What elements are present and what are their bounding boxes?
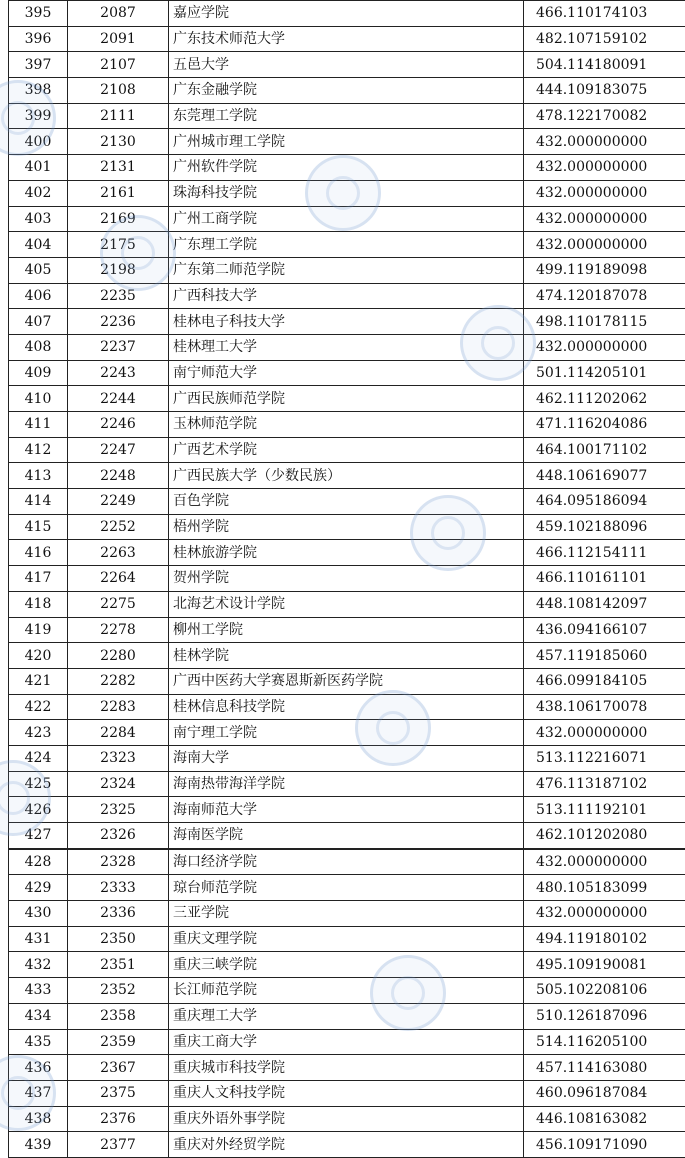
row-number-cell: 411 [9, 412, 68, 438]
school-code-cell: 2358 [68, 1003, 169, 1029]
table-row [9, 668, 685, 694]
row-number-cell: 426 [9, 797, 68, 823]
score-cell: 432.000000000 [524, 901, 685, 927]
school-name-cell: 海南热带海洋学院 [169, 771, 524, 797]
row-number-cell: 418 [9, 591, 68, 617]
row-number-cell: 397 [9, 52, 68, 78]
school-name-cell: 广东第二师范学院 [169, 257, 524, 283]
score-cell: 432.000000000 [524, 129, 685, 155]
school-code-cell: 2237 [68, 334, 169, 360]
school-name-cell: 海南医学院 [169, 823, 524, 849]
table-row [9, 412, 685, 438]
row-number-cell: 402 [9, 180, 68, 206]
score-cell: 444.109183075 [524, 78, 685, 104]
score-cell: 510.126187096 [524, 1003, 685, 1029]
row-number-cell: 413 [9, 463, 68, 489]
school-code-cell: 2336 [68, 901, 169, 927]
score-cell: 513.112216071 [524, 745, 685, 771]
school-name-cell: 琼台师范学院 [169, 875, 524, 901]
score-cell: 504.114180091 [524, 52, 685, 78]
score-cell: 432.000000000 [524, 232, 685, 258]
score-cell: 474.120187078 [524, 283, 685, 309]
school-code-cell: 2359 [68, 1029, 169, 1055]
school-code-cell: 2351 [68, 952, 169, 978]
row-number-cell: 401 [9, 155, 68, 181]
table-row [9, 155, 685, 181]
score-cell: 432.000000000 [524, 155, 685, 181]
school-name-cell: 重庆外语外事学院 [169, 1106, 524, 1132]
row-number-cell: 434 [9, 1003, 68, 1029]
score-cell: 448.108142097 [524, 591, 685, 617]
school-code-cell: 2130 [68, 129, 169, 155]
score-cell: 466.110174103 [524, 1, 685, 27]
row-number-cell: 414 [9, 489, 68, 515]
row-number-cell: 438 [9, 1106, 68, 1132]
table-row [9, 463, 685, 489]
school-code-cell: 2284 [68, 720, 169, 746]
school-code-cell: 2263 [68, 540, 169, 566]
table-row [9, 1029, 685, 1055]
school-code-cell: 2350 [68, 926, 169, 952]
table-row [9, 1, 685, 27]
school-name-cell: 南宁师范大学 [169, 360, 524, 386]
school-name-cell: 广州城市理工学院 [169, 129, 524, 155]
row-number-cell: 409 [9, 360, 68, 386]
school-name-cell: 长江师范学院 [169, 978, 524, 1004]
school-name-cell: 五邑大学 [169, 52, 524, 78]
school-code-cell: 2377 [68, 1132, 169, 1158]
table-row [9, 771, 685, 797]
school-name-cell: 重庆理工大学 [169, 1003, 524, 1029]
school-code-cell: 2375 [68, 1080, 169, 1106]
school-name-cell: 广州工商学院 [169, 206, 524, 232]
score-cell: 457.119185060 [524, 643, 685, 669]
table-row [9, 540, 685, 566]
table-row [9, 52, 685, 78]
score-cell: 514.116205100 [524, 1029, 685, 1055]
school-name-cell: 三亚学院 [169, 901, 524, 927]
score-cell: 476.113187102 [524, 771, 685, 797]
table-row [9, 180, 685, 206]
score-cell: 432.000000000 [524, 849, 685, 875]
table-row [9, 875, 685, 901]
row-number-cell: 405 [9, 257, 68, 283]
score-cell: 466.110161101 [524, 566, 685, 592]
school-code-cell: 2247 [68, 437, 169, 463]
score-cell: 432.000000000 [524, 720, 685, 746]
table-row [9, 926, 685, 952]
row-number-cell: 435 [9, 1029, 68, 1055]
row-number-cell: 399 [9, 103, 68, 129]
table-row [9, 797, 685, 823]
school-name-cell: 南宁理工学院 [169, 720, 524, 746]
school-code-cell: 2091 [68, 26, 169, 52]
table-row [9, 437, 685, 463]
school-name-cell: 桂林信息科技学院 [169, 694, 524, 720]
table-row [9, 566, 685, 592]
school-code-cell: 2280 [68, 643, 169, 669]
table-row [9, 129, 685, 155]
school-code-cell: 2087 [68, 1, 169, 27]
school-code-cell: 2333 [68, 875, 169, 901]
school-name-cell: 广东理工学院 [169, 232, 524, 258]
score-cell: 480.105183099 [524, 875, 685, 901]
table-row [9, 360, 685, 386]
score-cell: 432.000000000 [524, 206, 685, 232]
table-row [9, 514, 685, 540]
row-number-cell: 429 [9, 875, 68, 901]
school-name-cell: 桂林电子科技大学 [169, 309, 524, 335]
row-number-cell: 403 [9, 206, 68, 232]
score-cell: 459.102188096 [524, 514, 685, 540]
score-cell: 464.100171102 [524, 437, 685, 463]
score-cell: 432.000000000 [524, 180, 685, 206]
table-row [9, 1080, 685, 1106]
score-cell: 464.095186094 [524, 489, 685, 515]
school-code-cell: 2367 [68, 1055, 169, 1081]
table-row [9, 978, 685, 1004]
table-row [9, 643, 685, 669]
row-number-cell: 420 [9, 643, 68, 669]
school-name-cell: 玉林师范学院 [169, 412, 524, 438]
school-code-cell: 2283 [68, 694, 169, 720]
school-code-cell: 2169 [68, 206, 169, 232]
school-code-cell: 2108 [68, 78, 169, 104]
row-number-cell: 416 [9, 540, 68, 566]
score-cell: 482.107159102 [524, 26, 685, 52]
score-cell: 501.114205101 [524, 360, 685, 386]
school-name-cell: 梧州学院 [169, 514, 524, 540]
school-code-cell: 2325 [68, 797, 169, 823]
school-name-cell: 重庆文理学院 [169, 926, 524, 952]
school-code-cell: 2324 [68, 771, 169, 797]
school-code-cell: 2236 [68, 309, 169, 335]
school-name-cell: 桂林学院 [169, 643, 524, 669]
school-name-cell: 广东金融学院 [169, 78, 524, 104]
row-number-cell: 431 [9, 926, 68, 952]
score-cell: 446.108163082 [524, 1106, 685, 1132]
row-number-cell: 404 [9, 232, 68, 258]
school-code-cell: 2264 [68, 566, 169, 592]
school-name-cell: 重庆工商大学 [169, 1029, 524, 1055]
table-row [9, 591, 685, 617]
row-number-cell: 439 [9, 1132, 68, 1158]
row-number-cell: 437 [9, 1080, 68, 1106]
school-name-cell: 广西科技大学 [169, 283, 524, 309]
score-cell: 462.111202062 [524, 386, 685, 412]
score-cell: 456.109171090 [524, 1132, 685, 1158]
table-row [9, 283, 685, 309]
score-cell: 438.106170078 [524, 694, 685, 720]
score-cell: 505.102208106 [524, 978, 685, 1004]
school-code-cell: 2161 [68, 180, 169, 206]
school-code-cell: 2243 [68, 360, 169, 386]
school-name-cell: 嘉应学院 [169, 1, 524, 27]
row-number-cell: 398 [9, 78, 68, 104]
score-cell: 478.122170082 [524, 103, 685, 129]
school-code-cell: 2275 [68, 591, 169, 617]
score-cell: 460.096187084 [524, 1080, 685, 1106]
row-number-cell: 424 [9, 745, 68, 771]
table-row [9, 78, 685, 104]
school-name-cell: 广西中医药大学赛恩斯新医药学院 [169, 668, 524, 694]
school-name-cell: 海南大学 [169, 745, 524, 771]
school-name-cell: 东莞理工学院 [169, 103, 524, 129]
school-code-cell: 2249 [68, 489, 169, 515]
school-name-cell: 广东技术师范大学 [169, 26, 524, 52]
school-code-cell: 2244 [68, 386, 169, 412]
score-cell: 494.119180102 [524, 926, 685, 952]
table-row [9, 489, 685, 515]
row-number-cell: 423 [9, 720, 68, 746]
table-body [9, 1, 685, 1158]
table-row [9, 617, 685, 643]
school-code-cell: 2248 [68, 463, 169, 489]
table-row [9, 1055, 685, 1081]
school-name-cell: 百色学院 [169, 489, 524, 515]
table-row [9, 334, 685, 360]
school-code-cell: 2175 [68, 232, 169, 258]
school-name-cell: 贺州学院 [169, 566, 524, 592]
school-code-cell: 2235 [68, 283, 169, 309]
table-row [9, 1132, 685, 1158]
row-number-cell: 396 [9, 26, 68, 52]
table-row [9, 745, 685, 771]
score-cell: 499.119189098 [524, 257, 685, 283]
table-row [9, 232, 685, 258]
school-code-cell: 2107 [68, 52, 169, 78]
row-number-cell: 415 [9, 514, 68, 540]
table-row [9, 849, 685, 875]
score-cell: 498.110178115 [524, 309, 685, 335]
school-code-cell: 2246 [68, 412, 169, 438]
school-code-cell: 2131 [68, 155, 169, 181]
school-name-cell: 柳州工学院 [169, 617, 524, 643]
table-row [9, 823, 685, 849]
row-number-cell: 408 [9, 334, 68, 360]
school-code-cell: 2328 [68, 849, 169, 875]
school-name-cell: 重庆三峡学院 [169, 952, 524, 978]
school-name-cell: 桂林旅游学院 [169, 540, 524, 566]
row-number-cell: 421 [9, 668, 68, 694]
table-row [9, 1003, 685, 1029]
school-name-cell: 海南师范大学 [169, 797, 524, 823]
row-number-cell: 407 [9, 309, 68, 335]
school-name-cell: 重庆人文科技学院 [169, 1080, 524, 1106]
table-row [9, 901, 685, 927]
school-name-cell: 广西民族大学（少数民族） [169, 463, 524, 489]
school-name-cell: 重庆对外经贸学院 [169, 1132, 524, 1158]
row-number-cell: 417 [9, 566, 68, 592]
row-number-cell: 436 [9, 1055, 68, 1081]
school-name-cell: 重庆城市科技学院 [169, 1055, 524, 1081]
row-number-cell: 419 [9, 617, 68, 643]
school-name-cell: 广州软件学院 [169, 155, 524, 181]
table-row [9, 26, 685, 52]
score-cell: 466.099184105 [524, 668, 685, 694]
school-name-cell: 广西艺术学院 [169, 437, 524, 463]
school-code-cell: 2352 [68, 978, 169, 1004]
school-code-cell: 2282 [68, 668, 169, 694]
admission-score-table [8, 0, 685, 1158]
score-cell: 448.106169077 [524, 463, 685, 489]
score-cell: 432.000000000 [524, 334, 685, 360]
table-row [9, 309, 685, 335]
table-row [9, 206, 685, 232]
score-cell: 495.109190081 [524, 952, 685, 978]
score-cell: 462.101202080 [524, 823, 685, 849]
score-cell: 436.094166107 [524, 617, 685, 643]
school-name-cell: 珠海科技学院 [169, 180, 524, 206]
school-code-cell: 2111 [68, 103, 169, 129]
table-row [9, 952, 685, 978]
table-row [9, 257, 685, 283]
school-code-cell: 2376 [68, 1106, 169, 1132]
table-row [9, 1106, 685, 1132]
school-name-cell: 桂林理工大学 [169, 334, 524, 360]
row-number-cell: 427 [9, 823, 68, 849]
table-row [9, 386, 685, 412]
row-number-cell: 412 [9, 437, 68, 463]
table-row [9, 720, 685, 746]
score-cell: 457.114163080 [524, 1055, 685, 1081]
row-number-cell: 395 [9, 1, 68, 27]
row-number-cell: 433 [9, 978, 68, 1004]
score-cell: 513.111192101 [524, 797, 685, 823]
score-cell: 471.116204086 [524, 412, 685, 438]
row-number-cell: 425 [9, 771, 68, 797]
row-number-cell: 430 [9, 901, 68, 927]
row-number-cell: 422 [9, 694, 68, 720]
school-name-cell: 海口经济学院 [169, 849, 524, 875]
row-number-cell: 410 [9, 386, 68, 412]
school-code-cell: 2278 [68, 617, 169, 643]
table-row [9, 694, 685, 720]
school-code-cell: 2326 [68, 823, 169, 849]
row-number-cell: 400 [9, 129, 68, 155]
row-number-cell: 428 [9, 849, 68, 875]
school-name-cell: 北海艺术设计学院 [169, 591, 524, 617]
school-code-cell: 2198 [68, 257, 169, 283]
row-number-cell: 432 [9, 952, 68, 978]
school-code-cell: 2323 [68, 745, 169, 771]
school-name-cell: 广西民族师范学院 [169, 386, 524, 412]
table-row [9, 103, 685, 129]
row-number-cell: 406 [9, 283, 68, 309]
school-code-cell: 2252 [68, 514, 169, 540]
score-cell: 466.112154111 [524, 540, 685, 566]
